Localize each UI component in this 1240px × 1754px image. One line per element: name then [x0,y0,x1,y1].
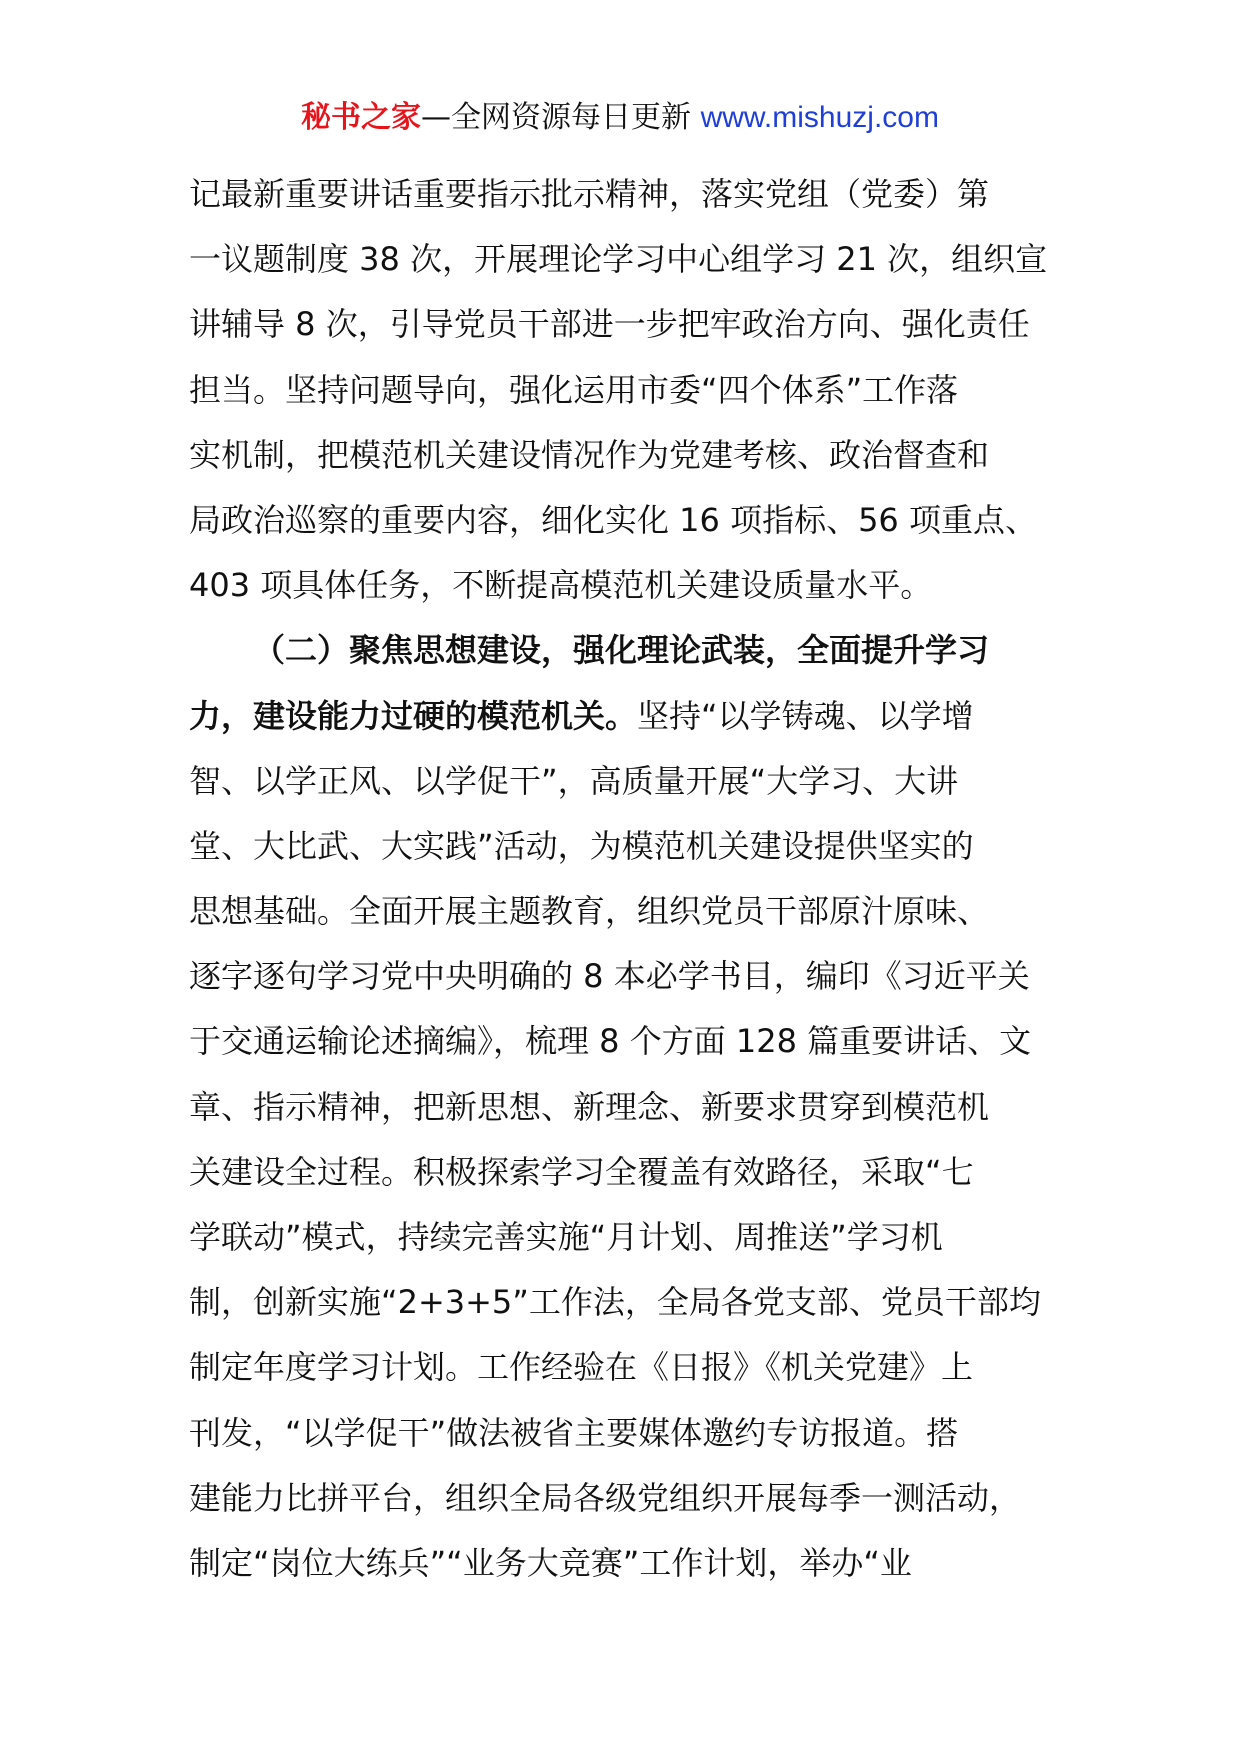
header-url[interactable]: www.mishuzj.com [700,101,939,134]
text-segment: 智、以学正风、以学促干”，高质量开展“大学习、大讲 [189,761,959,800]
text-segment: 坚持“以学铸魂、以学增 [637,696,974,735]
text-segment: 制，创新实施“2+3+5”工作法，全局各党支部、党员干部均 [189,1283,1041,1322]
text-line [189,1140,1069,1205]
text-line [189,1009,1069,1074]
text-line [189,1531,1069,1596]
text-segment: 于交通运输论述摘编》，梳理 8 个方面 128 篇重要讲话、文 [189,1022,1032,1061]
text-line [189,1401,1069,1466]
bold-text-segment: （二）聚焦思想建设，强化理论武装，全面提升学习 [253,631,990,670]
text-segment: 关建设全过程。积极探索学习全覆盖有效路径，采取“七 [189,1152,974,1191]
text-line [189,944,1069,1009]
text-line [189,553,1069,618]
text-line [189,358,1069,423]
text-segment: 制定“岗位大练兵”“业务大竞赛”工作计划，举办“业 [189,1543,912,1582]
text-segment: 记最新重要讲话重要指示批示精神，落实党组（党委）第 [189,175,990,213]
text-segment: 实机制，把模范机关建设情况作为党建考核、政治督查和 [189,435,990,474]
bold-text-segment: 力，建设能力过硬的模范机关。 [189,696,638,735]
text-line [189,1335,1069,1400]
text-line [189,292,1069,357]
text-segment: 局政治巡察的重要内容，细化实化 16 项指标、56 项重点、 [189,500,1037,539]
text-segment: 思想基础。全面开展主题教育，组织党员干部原汁原味、 [189,892,990,931]
text-line [189,1205,1069,1270]
text-segment: 制定年度学习计划。工作经验在《日报》《机关党建》上 [189,1348,974,1387]
text-line [189,814,1069,879]
text-segment: 刊发，“以学促干”做法被省主要媒体邀约专访报道。搭 [189,1413,959,1452]
document-body [189,162,1069,1596]
header-tagline: —全网资源每日更新 [421,100,692,135]
page-header [0,98,1240,138]
text-line [189,1075,1069,1140]
text-segment: 逐字逐句学习党中央明确的 8 本必学书目，编印《习近平关 [189,957,1030,996]
text-line [189,227,1069,292]
text-line [189,618,1069,683]
header-brand: 秘书之家 [301,100,422,135]
text-line [189,749,1069,814]
text-segment: 堂、大比武、大实践”活动，为模范机关建设提供坚实的 [189,826,974,865]
text-segment: 讲辅导 8 次，引导党员干部进一步把牢政治方向、强化责任 [189,305,1030,344]
text-segment: 章、指示精神，把新思想、新理念、新要求贯穿到模范机 [189,1087,990,1126]
text-segment: 担当。坚持问题导向，强化运用市委“四个体系”工作落 [189,370,959,409]
text-line [189,488,1069,553]
text-segment: 学联动”模式，持续完善实施“月计划、周推送”学习机 [189,1218,943,1256]
text-line [189,423,1069,488]
text-line [189,162,1069,227]
text-segment: 一议题制度 38 次，开展理论学习中心组学习 21 次，组织宣 [189,240,1048,279]
text-segment: 403 项具体任务，不断提高模范机关建设质量水平。 [189,566,933,605]
text-segment: 建能力比拼平台，组织全局各级党组织开展每季一测活动， [189,1478,1022,1517]
text-line [189,1466,1069,1531]
text-line [189,1270,1069,1335]
text-line [189,879,1069,944]
text-line [189,684,1069,749]
